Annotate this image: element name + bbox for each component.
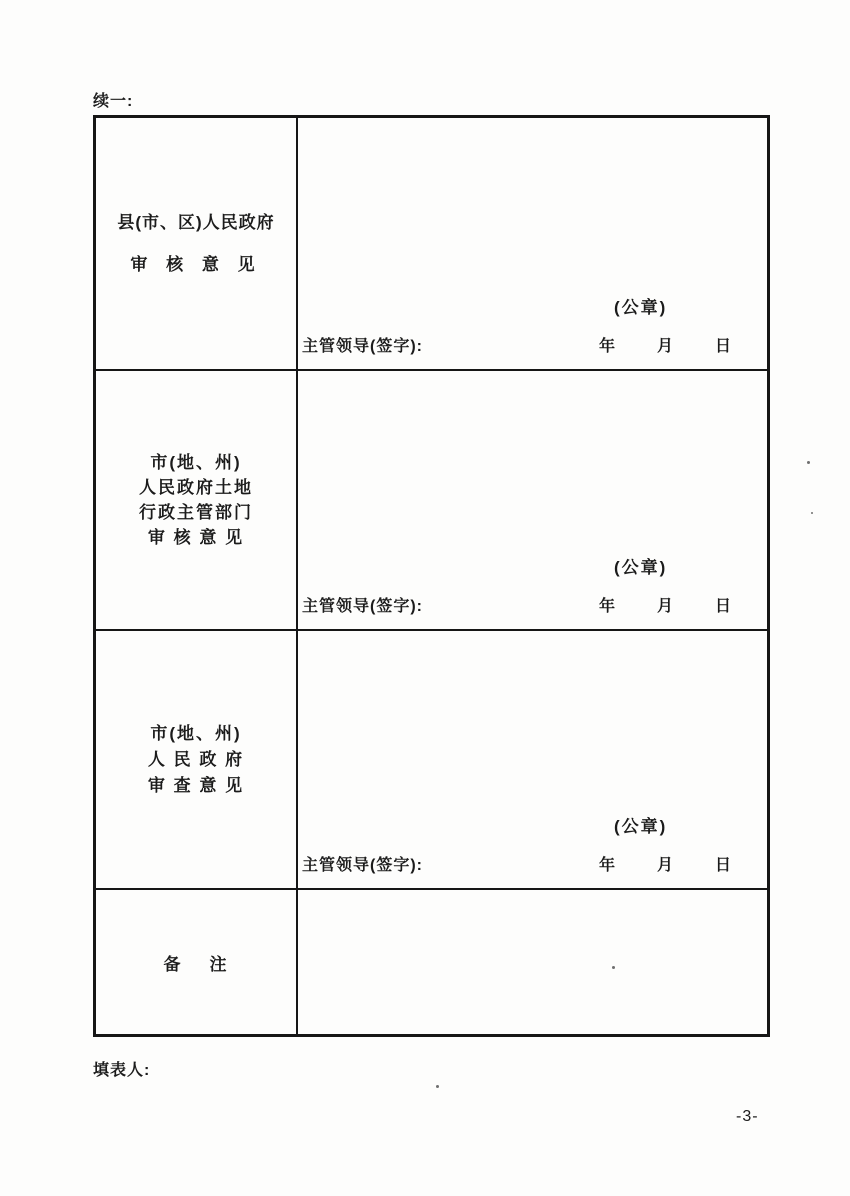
row-label-line: 备 注: [163, 954, 229, 974]
opinion-entry-area[interactable]: [298, 631, 767, 888]
signature-line: [302, 333, 767, 356]
row-label: [139, 450, 253, 550]
scan-speck: [807, 461, 810, 464]
scan-speck: [612, 966, 615, 969]
row-label: [117, 202, 274, 286]
row-label-line: 审 核 意 见: [147, 528, 245, 547]
date-fields: [599, 852, 731, 875]
year-label: 年: [598, 338, 615, 355]
official-seal-placeholder: (公章): [614, 817, 668, 836]
approval-form-table: [93, 115, 770, 1037]
signature-line: [302, 852, 767, 875]
row-label-cell: [96, 118, 298, 369]
row-label-line: 审 核 意 见: [130, 254, 262, 274]
leader-signature-label: 主管领导(签字):: [302, 857, 423, 874]
table-row-remarks: [96, 890, 767, 1034]
day-label: 日: [714, 857, 731, 874]
table-row-city-gov-examination: [96, 631, 767, 890]
leader-signature-label: 主管领导(签字):: [302, 338, 423, 355]
opinion-entry-area[interactable]: [298, 371, 767, 629]
row-label: [164, 950, 229, 975]
row-label-line: 人 民 政 府: [147, 749, 245, 769]
page-number: -3-: [736, 1108, 759, 1125]
day-label: 日: [714, 598, 731, 615]
year-label: 年: [598, 598, 615, 615]
leader-signature-label: 主管领导(签字):: [302, 598, 423, 615]
date-fields: [599, 593, 731, 616]
year-label: 年: [598, 857, 615, 874]
signature-line: [302, 593, 767, 616]
official-seal-placeholder: (公章): [614, 298, 668, 317]
row-label-line: 市(地、州): [150, 723, 242, 743]
day-label: 日: [714, 338, 731, 355]
row-label-line: 人民政府土地: [139, 478, 253, 497]
month-label: 月: [656, 338, 673, 355]
date-fields: [599, 333, 731, 356]
scan-speck: [436, 1085, 439, 1088]
month-label: 月: [656, 857, 673, 874]
row-label-cell: [96, 371, 298, 629]
form-filler-label: 填表人:: [93, 1062, 151, 1079]
row-label-line: 审 查 意 见: [147, 775, 245, 795]
official-seal-placeholder: (公章): [614, 558, 668, 577]
table-row-county-review: [96, 118, 767, 371]
row-label-cell: [96, 631, 298, 888]
row-label-cell: [96, 890, 298, 1034]
continuation-label: 续一:: [93, 93, 134, 110]
row-label-line: 县(市、区)人民政府: [117, 212, 275, 232]
table-row-city-land-dept-review: [96, 371, 767, 631]
row-label: [148, 721, 244, 799]
row-label-line: 行政主管部门: [139, 503, 253, 522]
scan-speck: [811, 512, 813, 514]
remarks-entry-area[interactable]: [298, 890, 767, 1034]
opinion-entry-area[interactable]: [298, 118, 767, 369]
row-label-line: 市(地、州): [150, 453, 242, 472]
month-label: 月: [656, 598, 673, 615]
